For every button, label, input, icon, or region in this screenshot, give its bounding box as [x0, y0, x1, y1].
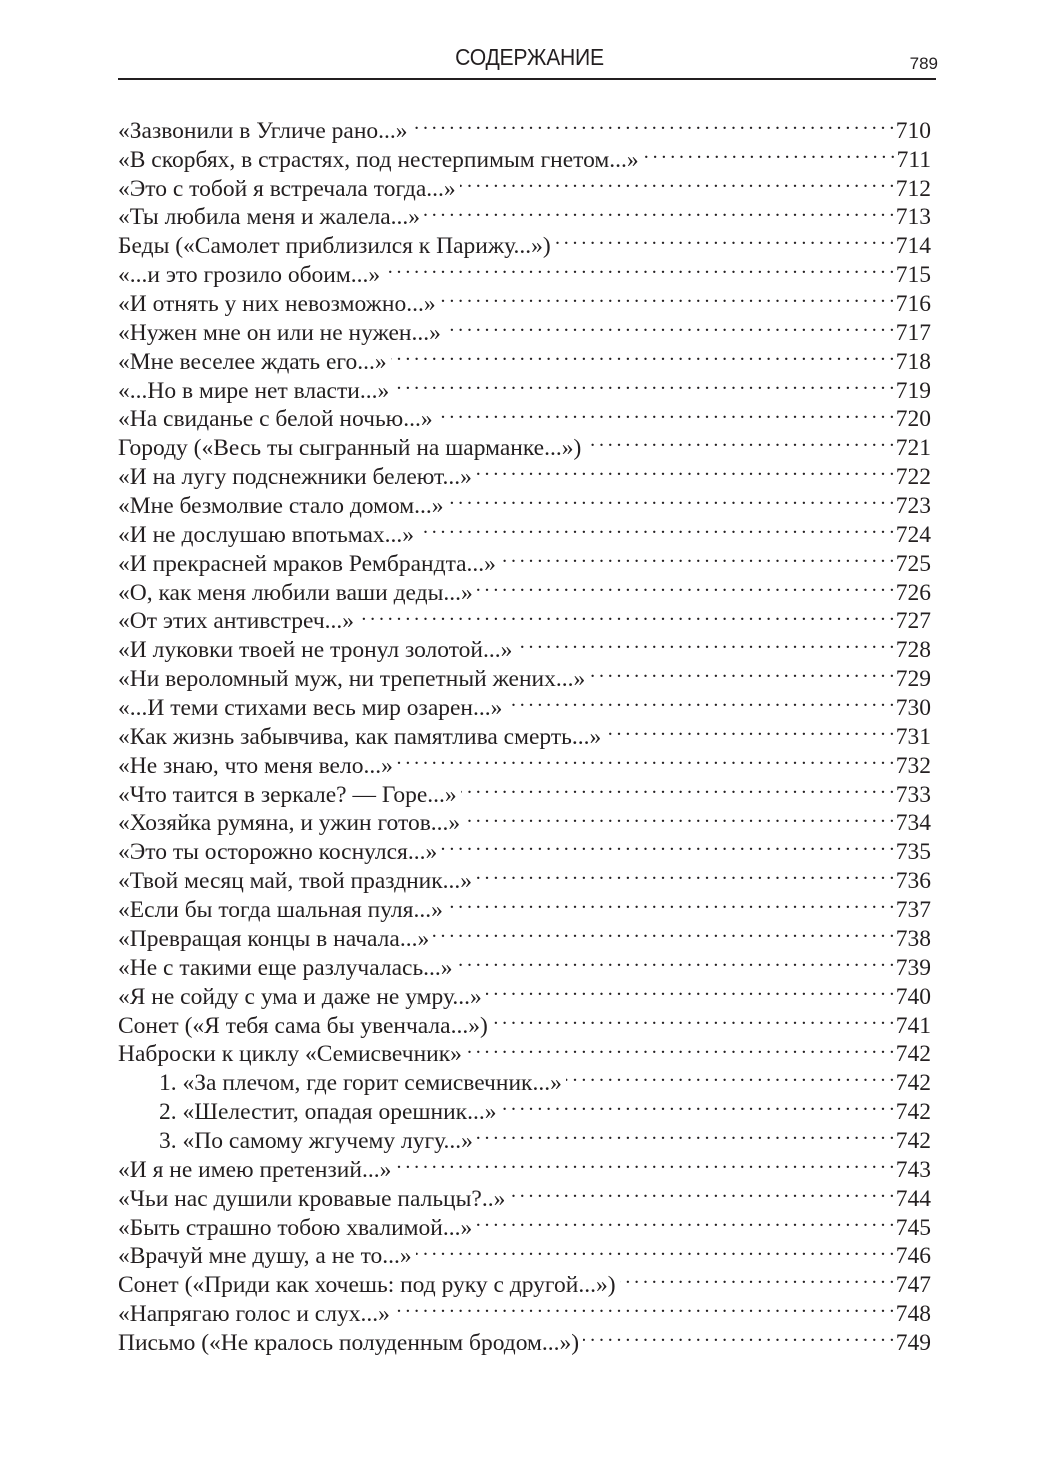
toc-entry-page: 733: [895, 781, 931, 808]
dot-leader: [445, 311, 894, 340]
toc-entry-page: 725: [895, 550, 931, 577]
dot-leader: [457, 946, 894, 975]
dot-leader: [461, 773, 894, 802]
toc-entry-title: «Как жизнь забывчива, как памятлива смерть...»: [118, 723, 602, 750]
dot-leader: [384, 253, 894, 282]
toc-entry-title: Беды («Самолет приблизился к Парижу...»): [118, 233, 551, 260]
dot-leader: [394, 1292, 894, 1321]
toc-entry-page: 722: [895, 464, 931, 491]
toc-entry-title: «И не дослушаю впотьмах...»: [118, 521, 414, 548]
toc-entry-page: 735: [895, 839, 931, 866]
toc-entry-title: «Это с тобой я встречала тогда...»: [118, 175, 456, 202]
toc-entry-title: «Твой месяц май, твой праздник...»: [118, 868, 473, 895]
dot-leader: [424, 196, 894, 225]
dot-leader: [555, 224, 894, 253]
toc-entry-title: «В скорбях, в страстях, под нестерпимым гнетом...»: [118, 146, 639, 173]
toc-entry-title: Наброски к циклу «Семисвечник»: [118, 1041, 462, 1068]
toc-entry-title: «Напрягаю голос и слух...»: [118, 1301, 390, 1328]
toc-entry-title: Письмо («Не кралось полуденным бродом...»): [118, 1329, 580, 1356]
toc-entry-page: 713: [895, 204, 931, 231]
toc-entry-page: 741: [895, 1012, 931, 1039]
running-header-title: СОДЕРЖАНИЕ: [455, 44, 604, 70]
toc-entry-page: 744: [895, 1185, 931, 1212]
toc-entry-title: «Чьи нас душили кровавые пальцы?..»: [118, 1185, 506, 1212]
toc-entry-page: 720: [895, 406, 931, 433]
dot-leader: [492, 1004, 894, 1033]
toc-entry-title: «И на лугу подснежники белеют...»: [118, 464, 472, 491]
toc-entry-title: Сонет («Приди как хочешь: под руку с другой...»): [118, 1272, 616, 1299]
page-number: 789: [909, 54, 938, 73]
toc-entry-title: «И луковки твоей не тронул золотой...»: [118, 637, 513, 664]
toc-entry-title: Городу («Весь ты сыгранный на шарманке...»): [118, 435, 582, 462]
dot-leader: [486, 975, 894, 1004]
toc-entry-title: «И отнять у них невозможно...»: [118, 291, 436, 318]
toc-entry-page: 724: [895, 521, 931, 548]
dot-leader: [448, 484, 894, 513]
dot-leader: [509, 1177, 893, 1206]
toc-entry-page: 746: [895, 1243, 931, 1270]
toc-entry-page: 742: [895, 1127, 931, 1154]
dot-leader: [500, 1090, 893, 1119]
toc-entry-page: 738: [895, 925, 931, 952]
dot-leader: [476, 1206, 893, 1235]
toc-entry[interactable]: [118, 109, 931, 144]
toc-entry-page: 729: [895, 666, 931, 693]
toc-entry-title: «Не знаю, что меня вело...»: [118, 752, 393, 779]
toc-entry-title: «...И теми стихами весь мир озарен...»: [118, 695, 503, 722]
toc-entry-title: «...и это грозило обоим...»: [118, 262, 381, 289]
toc-entry-title: «Не с такими еще разлучалась...»: [118, 954, 453, 981]
dot-leader: [516, 628, 893, 657]
dot-leader: [412, 109, 894, 138]
dot-leader: [466, 1033, 894, 1062]
dot-leader: [460, 167, 894, 196]
dot-leader: [506, 686, 893, 715]
dot-leader: [441, 830, 894, 859]
toc-entry-title: «Если бы тогда шальная пуля...»: [118, 897, 443, 924]
toc-entry-page: 730: [895, 695, 931, 722]
toc-entry-title: «Ты любила меня и жалела...»: [118, 204, 421, 231]
toc-entry-page: 726: [895, 579, 931, 606]
toc-entry-title: «Ни вероломный муж, ни трепетный жених...»: [118, 666, 586, 693]
dot-leader: [393, 369, 894, 398]
toc-entry-title: «...Но в мире нет власти...»: [118, 377, 390, 404]
dot-leader: [476, 859, 894, 888]
toc-entry-page: 715: [895, 262, 931, 289]
toc-entry-title: «Мне веселее ждать его...»: [118, 348, 387, 375]
toc-entry-page: 736: [895, 868, 931, 895]
toc-entry-page: 717: [895, 319, 931, 346]
toc-entry-title: «Это ты осторожно коснулся...»: [118, 839, 438, 866]
dot-leader: [464, 802, 894, 831]
dot-leader: [433, 917, 894, 946]
dot-leader: [397, 744, 894, 773]
toc-entry-title: «От этих антивстреч...»: [118, 608, 355, 635]
dot-leader: [416, 1235, 894, 1264]
toc-entry-title: «И прекрасней мраков Рембрандта...»: [118, 550, 496, 577]
header-rule: [118, 78, 936, 80]
toc-entry-page: 711: [896, 146, 931, 173]
toc-entry-page: 718: [895, 348, 931, 375]
toc-entry-page: 747: [895, 1272, 931, 1299]
toc-entry-page: 732: [895, 752, 931, 779]
toc-entry-page: 749: [895, 1329, 931, 1356]
toc-entry-page: 737: [895, 897, 931, 924]
toc-entry-page: 742: [895, 1070, 931, 1097]
toc-entry-title: 2. «Шелестит, опадая орешник...»: [159, 1099, 497, 1126]
dot-leader: [620, 1263, 894, 1292]
dot-leader: [418, 513, 894, 542]
toc-entry-page: 710: [895, 117, 931, 144]
toc-entry-page: 740: [895, 983, 931, 1010]
toc-entry-page: 743: [895, 1156, 931, 1183]
dot-leader: [477, 1119, 894, 1148]
dot-leader: [585, 426, 893, 455]
toc-entry-page: 742: [895, 1099, 931, 1126]
toc-entry-page: 714: [895, 233, 931, 260]
toc-entry-title: «И я не имею претензий...»: [118, 1156, 392, 1183]
toc-entry-page: 728: [895, 637, 931, 664]
toc-entry-page: 716: [895, 291, 931, 318]
dot-leader: [605, 715, 894, 744]
toc-entry-title: «Я не сойду с ума и даже не умру...»: [118, 983, 482, 1010]
dot-leader: [447, 888, 894, 917]
toc-entry-title: 1. «За плечом, где горит семисвечник...»: [159, 1070, 562, 1097]
dot-leader: [500, 542, 894, 571]
toc-entry-page: 721: [895, 435, 931, 462]
dot-leader: [395, 1148, 893, 1177]
toc-entry-title: 3. «По самому жгучему лугу...»: [159, 1127, 473, 1154]
toc-entry-page: 748: [895, 1301, 931, 1328]
toc-entry-title: Сонет («Я тебя сама бы увенчала...»): [118, 1012, 488, 1039]
toc-entry-page: 723: [895, 493, 931, 520]
toc-entry-title: «Мне безмолвие стало домом...»: [118, 493, 444, 520]
dot-leader: [437, 398, 894, 427]
table-of-contents: [118, 109, 931, 1356]
dot-leader: [583, 1321, 894, 1350]
toc-entry-page: 712: [895, 175, 931, 202]
toc-entry-page: 745: [895, 1214, 931, 1241]
toc-entry-page: 742: [895, 1041, 931, 1068]
toc-entry-title: «Быть страшно тобою хвалимой...»: [118, 1214, 473, 1241]
dot-leader: [391, 340, 894, 369]
dot-leader: [358, 600, 894, 629]
toc-entry-page: 727: [895, 608, 931, 635]
dot-leader: [476, 455, 894, 484]
toc-entry-page: 719: [895, 377, 931, 404]
toc-entry-title: «О, как меня любили ваши деды...»: [118, 579, 473, 606]
toc-entry-title: «На свиданье с белой ночью...»: [118, 406, 433, 433]
toc-entry-page: 739: [895, 954, 931, 981]
dot-leader: [643, 138, 895, 167]
toc-entry-page: 734: [895, 810, 931, 837]
toc-entry-title: «Зазвонили в Угличе рано...»: [118, 117, 408, 144]
toc-entry-title: «Врачуй мне душу, а не то...»: [118, 1243, 412, 1270]
dot-leader: [440, 282, 894, 311]
dot-leader: [589, 657, 893, 686]
toc-entry-page: 731: [895, 723, 931, 750]
dot-leader: [566, 1061, 894, 1090]
toc-entry-title: «Хозяйка румяна, и ужин готов...»: [118, 810, 461, 837]
dot-leader: [477, 571, 894, 600]
toc-entry-title: «Что таится в зеркале? — Горе...»: [118, 781, 457, 808]
toc-entry-title: «Нужен мне он или не нужен...»: [118, 319, 441, 346]
toc-entry-title: «Превращая концы в начала...»: [118, 925, 430, 952]
